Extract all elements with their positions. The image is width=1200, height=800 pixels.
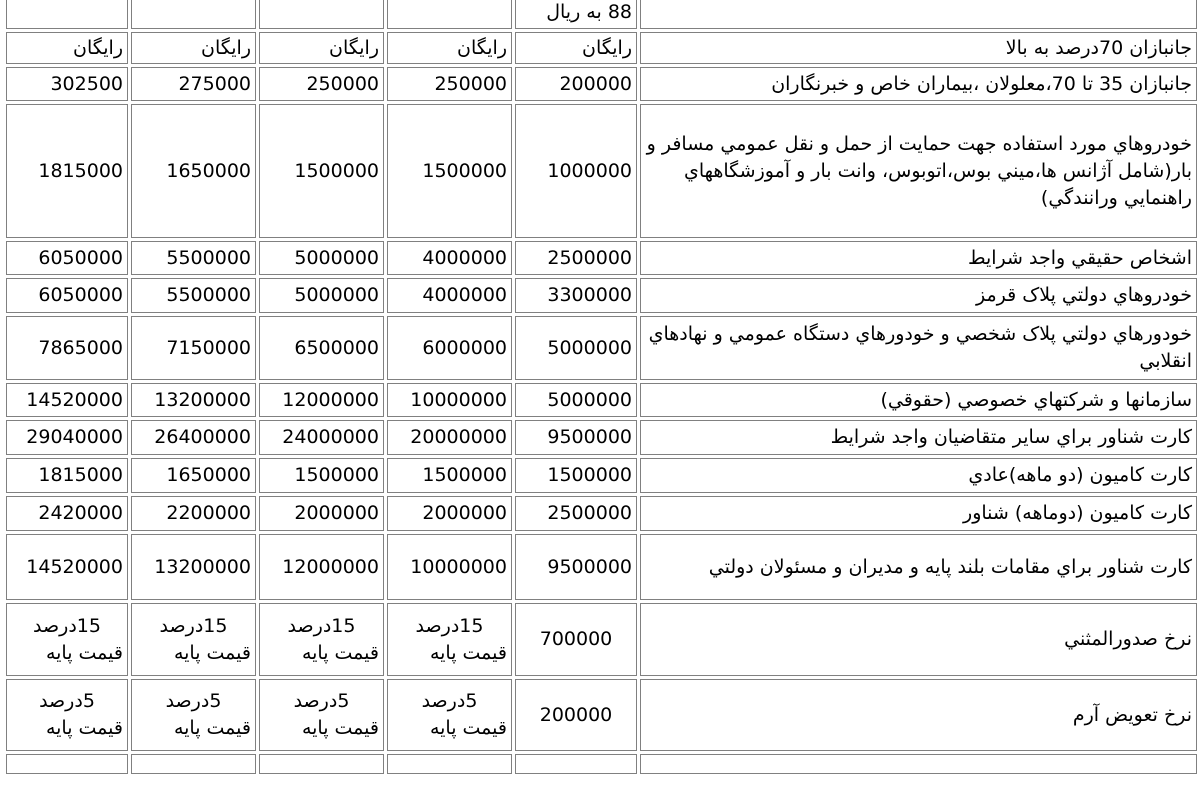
value-cell: 2500000	[515, 496, 637, 531]
base-price-label: قيمت پايه	[429, 641, 507, 664]
table-row	[6, 458, 1197, 493]
percent-cell	[259, 603, 384, 676]
table-row	[6, 534, 1197, 600]
table-row	[6, 67, 1197, 101]
percent-label: 5درصد	[165, 690, 222, 712]
percent-label: 5درصد	[421, 690, 478, 712]
tariff-table	[3, 0, 1200, 777]
percent-cell	[6, 679, 128, 751]
percent-cell	[131, 603, 256, 676]
table-row-partial	[6, 754, 1197, 774]
value-cell: 29040000	[6, 420, 128, 455]
value-cell: 12000000	[259, 383, 384, 417]
value-cell: 9500000	[515, 420, 637, 455]
table-row	[6, 104, 1197, 238]
base-price-label: قيمت پايه	[45, 641, 123, 664]
value-cell: 2420000	[6, 496, 128, 531]
value-cell: 250000	[387, 67, 512, 101]
description-cell: کارت کاميون (دو ماهه)عادي	[640, 458, 1197, 493]
value-cell: 4000000	[387, 278, 512, 313]
value-cell: 1815000	[6, 104, 128, 238]
value-cell: 10000000	[387, 383, 512, 417]
header-cell	[6, 0, 128, 29]
value-cell: 1650000	[131, 458, 256, 493]
value-cell: رايگان	[131, 32, 256, 64]
description-cell: اشخاص حقيقي واجد شرايط	[640, 241, 1197, 275]
table-row-percent	[6, 603, 1197, 676]
value-cell: رايگان	[515, 32, 637, 64]
table-row	[6, 496, 1197, 531]
percent-label: 5درصد	[39, 690, 95, 712]
table-row	[6, 278, 1197, 313]
empty-cell	[6, 754, 128, 774]
value-cell: رايگان	[387, 32, 512, 64]
value-cell: 12000000	[259, 534, 384, 600]
value-cell: 1500000	[259, 458, 384, 493]
header-cell	[387, 0, 512, 29]
value-cell: 1500000	[259, 104, 384, 238]
description-cell: کارت شناور براي ساير متقاضيان واجد شرايط	[640, 420, 1197, 455]
value-cell: 200000	[515, 679, 637, 751]
percent-cell	[131, 679, 256, 751]
base-price-label: قيمت پايه	[173, 717, 251, 739]
table-row-percent	[6, 679, 1197, 751]
value-cell: 5000000	[259, 241, 384, 275]
value-cell: 26400000	[131, 420, 256, 455]
value-cell: 6500000	[259, 316, 384, 380]
base-price-label: قيمت پايه	[173, 641, 251, 664]
empty-cell	[131, 754, 256, 774]
value-cell: 14520000	[6, 383, 128, 417]
value-cell: 5500000	[131, 241, 256, 275]
empty-cell	[387, 754, 512, 774]
table-row	[6, 383, 1197, 417]
value-cell: 9500000	[515, 534, 637, 600]
value-cell: 10000000	[387, 534, 512, 600]
description-cell: نرخ تعويض آرم	[640, 679, 1197, 751]
description-cell: نرخ صدورالمثني	[640, 603, 1197, 676]
description-cell: خودورهاي دولتي پلاک شخصي و خودورهاي دستگاه عمومي و نهادهاي انقلابي	[640, 316, 1197, 380]
description-cell: کارت کاميون (دوماهه) شناور	[640, 496, 1197, 531]
table-row	[6, 420, 1197, 455]
percent-label: 15درصد	[33, 614, 101, 637]
value-cell: 24000000	[259, 420, 384, 455]
base-price-label: قيمت پايه	[45, 717, 123, 739]
header-cell	[131, 0, 256, 29]
header-cell	[640, 0, 1197, 29]
empty-cell	[259, 754, 384, 774]
value-cell: 302500	[6, 67, 128, 101]
base-price-label: قيمت پايه	[301, 717, 379, 739]
value-cell: 14520000	[6, 534, 128, 600]
value-cell: 1500000	[387, 104, 512, 238]
description-cell: خودروهاي مورد استفاده جهت حمايت از حمل و نقل عمومي مسافر و بار(شامل آژانس ها،ميني بوس،اتوبوس، وانت بار و آموزشگاههاي راهنمايي ورانندگي)	[640, 104, 1197, 238]
description-cell: جانبازان 35 تا 70،معلولان ،بيماران خاص و خبرنگاران	[640, 67, 1197, 101]
table-row	[6, 32, 1197, 64]
value-cell: 1500000	[515, 458, 637, 493]
value-cell: 200000	[515, 67, 637, 101]
description-cell: کارت شناور براي مقامات بلند پايه و مديران و مسئولان دولتي	[640, 534, 1197, 600]
value-cell: 5000000	[259, 278, 384, 313]
base-price-label: قيمت پايه	[429, 717, 507, 739]
percent-label: 15درصد	[287, 614, 356, 637]
value-cell: 7150000	[131, 316, 256, 380]
value-cell: 3300000	[515, 278, 637, 313]
value-cell: 1650000	[131, 104, 256, 238]
empty-cell	[640, 754, 1197, 774]
value-cell: رايگان	[259, 32, 384, 64]
value-cell: 13200000	[131, 534, 256, 600]
description-cell: جانبازان 70درصد به بالا	[640, 32, 1197, 64]
value-cell: 2000000	[387, 496, 512, 531]
percent-label: 15درصد	[159, 614, 228, 637]
value-cell: 700000	[515, 603, 637, 676]
value-cell: 6000000	[387, 316, 512, 380]
value-cell: 2500000	[515, 241, 637, 275]
value-cell: 5000000	[515, 383, 637, 417]
percent-cell	[6, 603, 128, 676]
value-cell: 1000000	[515, 104, 637, 238]
value-cell: 5500000	[131, 278, 256, 313]
empty-cell	[515, 754, 637, 774]
value-cell: رايگان	[6, 32, 128, 64]
value-cell: 275000	[131, 67, 256, 101]
value-cell: 7865000	[6, 316, 128, 380]
table-row	[6, 316, 1197, 380]
value-cell: 2200000	[131, 496, 256, 531]
description-cell: سازمانها و شرکتهاي خصوصي (حقوقي)	[640, 383, 1197, 417]
percent-cell	[387, 603, 512, 676]
value-cell: 2000000	[259, 496, 384, 531]
value-cell: 20000000	[387, 420, 512, 455]
header-year-88-note: 88 به ريال	[515, 0, 637, 29]
table-row	[6, 241, 1197, 275]
percent-label: 5درصد	[293, 690, 350, 712]
description-cell: خودروهاي دولتي پلاک قرمز	[640, 278, 1197, 313]
percent-label: 15درصد	[415, 614, 484, 637]
value-cell: 250000	[259, 67, 384, 101]
value-cell: 5000000	[515, 316, 637, 380]
header-cell	[259, 0, 384, 29]
value-cell: 6050000	[6, 278, 128, 313]
header-row-partial	[6, 0, 1197, 29]
base-price-label: قيمت پايه	[301, 641, 379, 664]
value-cell: 1500000	[387, 458, 512, 493]
percent-cell	[387, 679, 512, 751]
value-cell: 4000000	[387, 241, 512, 275]
value-cell: 13200000	[131, 383, 256, 417]
percent-cell	[259, 679, 384, 751]
value-cell: 1815000	[6, 458, 128, 493]
value-cell: 6050000	[6, 241, 128, 275]
